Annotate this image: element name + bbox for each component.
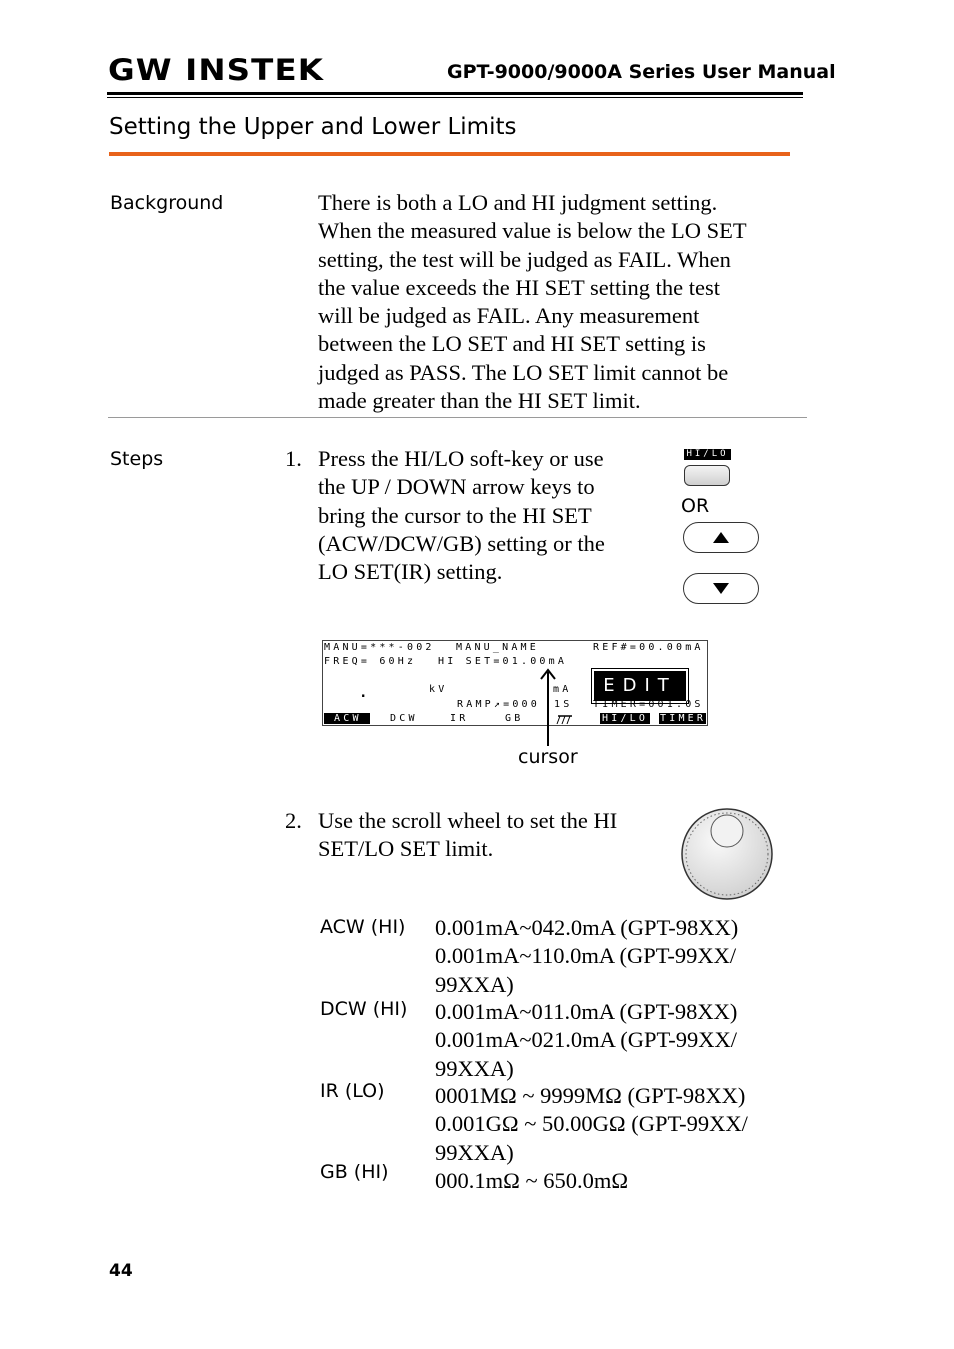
- step1-line: LO SET(IR) setting.: [318, 559, 503, 585]
- lcd-ma: mA: [553, 684, 572, 695]
- hi-lo-softkey-label: HI/LO: [684, 449, 731, 460]
- lcd-tab-dcw: DCW: [390, 713, 418, 724]
- background-line: the value exceeds the HI SET setting the test: [318, 274, 720, 300]
- lcd-manu-number: MANU=***-002: [324, 642, 435, 653]
- range-label-ir: IR (LO): [320, 1080, 385, 1102]
- lcd-tab-gb: GB: [505, 713, 524, 724]
- header-rule: [107, 92, 803, 95]
- background-line: There is both a LO and HI judgment setting.: [318, 190, 718, 215]
- range-label-gb: GB (HI): [320, 1161, 389, 1183]
- range-line: 0.001mA~021.0mA (GPT-99XX/: [435, 1027, 737, 1053]
- ground-icon: [556, 714, 574, 725]
- lcd-tab-acw: ACW: [324, 713, 370, 724]
- steps-label: Steps: [110, 448, 164, 470]
- page-number: 44: [109, 1261, 133, 1281]
- section-underline: [109, 152, 790, 156]
- lcd-freq: FREQ= 60Hz: [324, 656, 417, 667]
- lcd-ramp: RAMP↗=000: [457, 699, 540, 710]
- background-line: between the LO SET and HI SET setting is: [318, 331, 706, 357]
- step1-line: bring the cursor to the HI SET: [318, 502, 592, 528]
- lcd-manu-name: MANU_NAME: [456, 642, 539, 653]
- section-divider: [108, 417, 807, 418]
- range-line: 0001MΩ ~ 9999MΩ (GPT-98XX): [435, 1083, 746, 1108]
- lcd-dot: .: [359, 685, 371, 701]
- range-label-dcw: DCW (HI): [320, 998, 408, 1020]
- range-line: 0.001mA~011.0mA (GPT-98XX): [435, 999, 738, 1024]
- up-arrow-icon: [713, 532, 729, 543]
- range-line: 0.001GΩ ~ 50.00GΩ (GPT-99XX/: [435, 1111, 748, 1137]
- lcd-tab-timer: TIMER: [660, 713, 707, 724]
- step1-number: 1.: [285, 446, 302, 471]
- background-line: made greater than the HI SET limit.: [318, 388, 641, 414]
- down-arrow-key[interactable]: [683, 573, 759, 604]
- cursor-pointer-arrow: [540, 668, 556, 746]
- background-paragraph: [318, 189, 747, 415]
- lcd-ref: REF#=00.00mA: [593, 642, 704, 653]
- range-label-acw: ACW (HI): [320, 916, 406, 938]
- range-line: 99XXA): [435, 1055, 514, 1081]
- step1-line: (ACW/DCW/GB) setting or the: [318, 530, 605, 556]
- background-line: judged as PASS. The LO SET limit cannot be: [318, 359, 729, 385]
- step2-text: [318, 807, 617, 864]
- manual-title: GPT-9000/9000A Series User Manual: [447, 61, 836, 83]
- lcd-tab-ir: IR: [450, 713, 469, 724]
- lcd-screen: [322, 640, 708, 726]
- background-line: setting, the test will be judged as FAIL. When: [318, 246, 731, 272]
- step1-line: the UP / DOWN arrow keys to: [318, 474, 595, 500]
- step2-line: Use the scroll wheel to set the HI: [318, 808, 618, 833]
- lcd-tab-hi-lo: HI/LO: [602, 713, 649, 724]
- step2-number: 2.: [285, 808, 302, 833]
- range-line: 0.001mA~042.0mA (GPT-98XX): [435, 915, 739, 940]
- down-arrow-icon: [713, 583, 729, 594]
- lcd-timer: TIMER=001.0S: [593, 699, 704, 710]
- background-line: will be judged as FAIL. Any measurement: [318, 303, 700, 329]
- step2-line: SET/LO SET limit.: [318, 836, 494, 862]
- range-line: 99XXA): [435, 971, 514, 997]
- hi-lo-softkey[interactable]: [684, 465, 730, 486]
- cursor-label: cursor: [518, 746, 578, 768]
- range-values-gb: [435, 1167, 628, 1195]
- lcd-kv: kV: [429, 684, 448, 695]
- section-title: Setting the Upper and Lower Limits: [109, 114, 517, 140]
- brand-logo: GW INSTEK: [108, 53, 325, 87]
- background-label: Background: [110, 192, 224, 214]
- step1-line: Press the HI/LO soft-key or use: [318, 446, 604, 471]
- background-line: When the measured value is below the LO SET: [318, 218, 747, 244]
- step1-text: [318, 445, 605, 586]
- range-values-ir: [435, 1082, 748, 1167]
- range-line: 0.001mA~110.0mA (GPT-99XX/: [435, 943, 737, 969]
- up-arrow-key[interactable]: [683, 522, 759, 553]
- range-values-dcw: [435, 998, 737, 1083]
- lcd-edit-indicator: EDIT: [596, 673, 684, 699]
- header-rule-thin: [107, 97, 803, 98]
- range-values-acw: [435, 914, 738, 999]
- range-line: 99XXA): [435, 1139, 514, 1165]
- scroll-wheel[interactable]: [680, 807, 776, 903]
- range-line: 000.1mΩ ~ 650.0mΩ: [435, 1168, 629, 1193]
- lcd-ramp-unit: 1S: [554, 699, 573, 710]
- lcd-hi-set: HI SET=01.00mA: [438, 656, 568, 667]
- or-text: OR: [681, 495, 710, 517]
